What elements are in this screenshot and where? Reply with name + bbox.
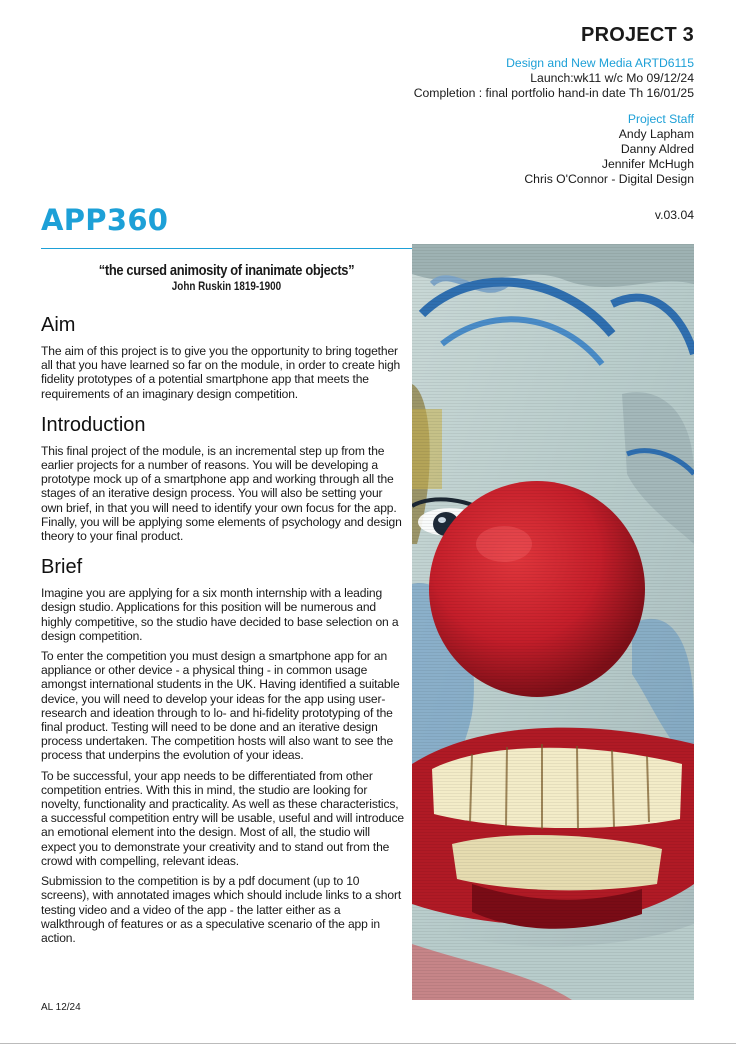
introduction-section	[41, 413, 407, 543]
main-content	[41, 313, 407, 957]
project-title: APP360	[41, 203, 169, 237]
paragraph: Imagine you are applying for a six month internship with a leading design studio. Applications for this position will be numerous and highly competitive, so the studio have decided to base selection on a design competition.	[41, 586, 399, 643]
paragraph: To be successful, your app needs to be differentiated from other competition entries. With this in mind, the studio are looking for novelty, functionality and practicality. As well as these characteristics, a successful competition entry will be usable, useful and will introduce an emotional element into the design. Most of all, the studio will expect you to demonstrate your creativity and to stand out from the crowd with compelling, relevant ideas.	[41, 768, 404, 868]
paragraph: Submission to the competition is by a pdf document (up to 10 screens), with annotated images which should include links to a short testing video and a video of the app - the latter either as a walkthrough of features or as a speculative scenario of the app in action.	[41, 874, 402, 945]
paragraph: This final project of the module, is an incremental step up from the earlier projects for a number of reasons. You will be developing a prototype mock up of a smartphone app and working through all the stages of an iterative design process. You will also be setting your own brief, in that you will need to identify your own focus for the app. Finally, you will be applying some elements of psychology and design theory to your final product.	[41, 443, 402, 544]
version-number: v.03.04	[654, 208, 694, 222]
paragraph: To enter the competition you must design a smartphone app for an appliance or other device - a physical thing - in common usage amongst international students in the UK. Having identified a suitable device, you will need to develop your ideas for the app using user-research and ideation through to lo- and hi-fidelity prototyping of the final product. Testing will need to be done and an iterative design process undertaken. The competition hosts will also want to see the process that underpins the evolution of your ideas.	[41, 649, 400, 763]
staff-member: Andy Lapham	[618, 127, 694, 141]
launch-date: Launch:wk11 w/c Mo 09/12/24	[530, 71, 694, 85]
staff-member: Jennifer McHugh	[601, 157, 694, 171]
paragraph: The aim of this project is to give you the opportunity to bring together all that you have learned so far on the module, in order to create high fidelity prototypes of a potential smartphone app that meets the requirements of an imaginary design competition.	[41, 344, 401, 401]
brief-section	[41, 555, 407, 945]
clown-face-image	[412, 244, 694, 1000]
title-divider	[41, 248, 412, 249]
document-header	[414, 22, 694, 223]
page-bottom-rule	[0, 1043, 736, 1044]
project-number: PROJECT 3	[581, 24, 694, 46]
completion-date: Completion : final portfolio hand-in date Th 16/01/25	[413, 86, 694, 100]
section-heading: Introduction	[41, 413, 146, 436]
footer-code: AL 12/24	[41, 1002, 81, 1013]
staff-member: Danny Aldred	[620, 142, 694, 156]
epigraph	[41, 262, 412, 293]
staff-member: Chris O'Connor - Digital Design	[524, 172, 694, 186]
quote-text: “the cursed animosity of inanimate objects”	[98, 262, 355, 279]
section-heading: Aim	[41, 314, 76, 336]
quote-author: John Ruskin 1819-1900	[171, 281, 282, 293]
staff-label: Project Staff	[627, 112, 694, 126]
aim-section	[41, 313, 407, 401]
section-heading: Brief	[41, 556, 83, 579]
module-code: Design and New Media ARTD6115	[506, 56, 694, 70]
